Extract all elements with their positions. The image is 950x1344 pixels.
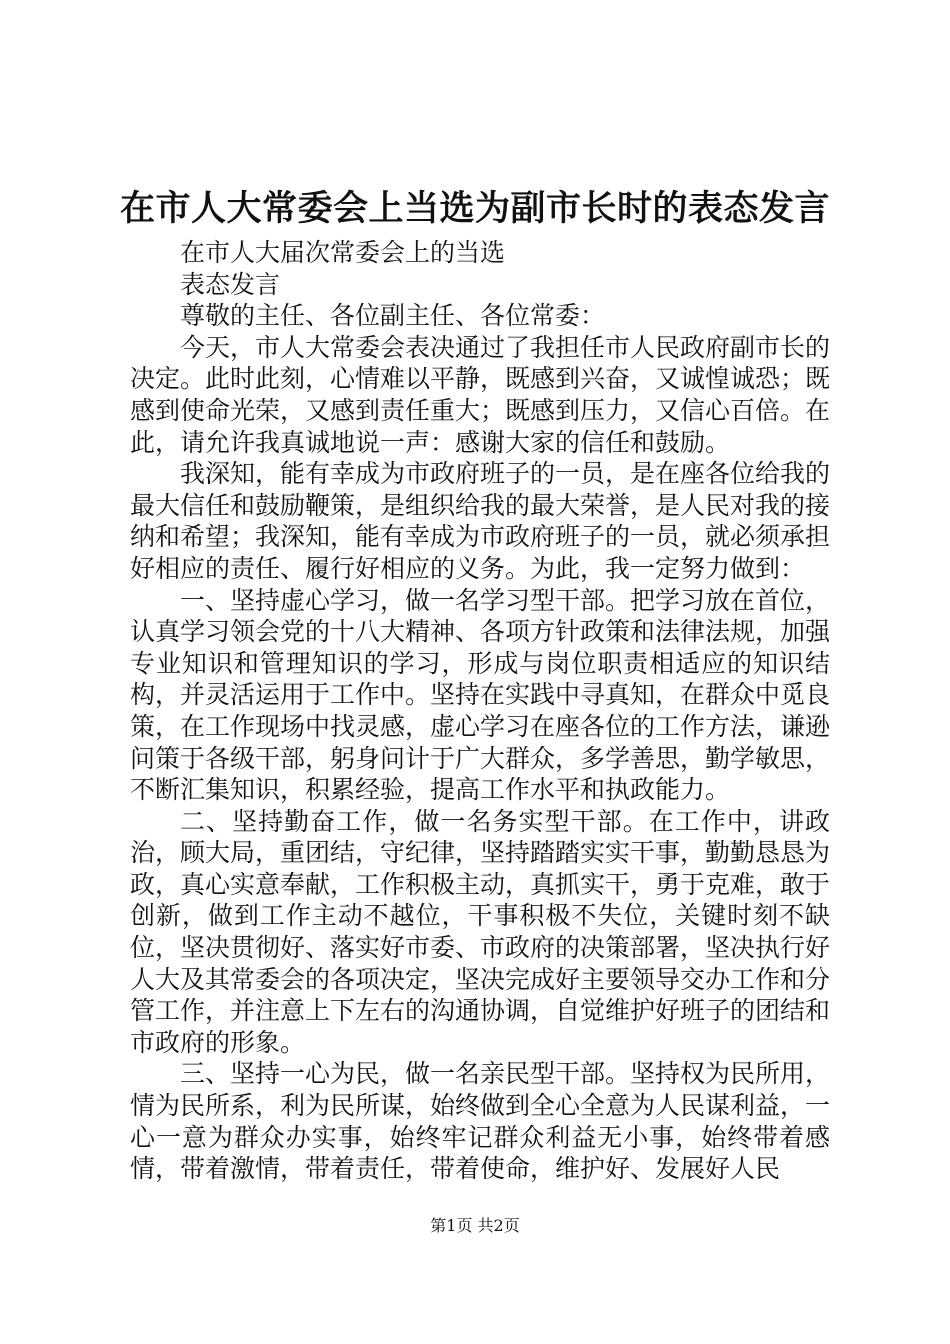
paragraph-commitment-intro: 我深知，能有幸成为市政府班子的一员，是在座各位给我的最大信任和鼓励鞭策，是组织给我的最大荣誉，是人民对我的接纳和希望；我深知，能有幸成为市政府班子的一员，就必须承担好相应的责任、履行好相应的义务。为此，我一定努力做到： [130,459,831,583]
document-body [130,237,830,1185]
paragraph-point-two: 二、坚持勤奋工作，做一名务实型干部。在工作中，讲政治，顾大局，重团结，守纪律，坚持踏踏实实干事，勤勤恳恳为政，真心实意奉献，工作积极主动，真抓实干，勇于克难，敢于创新，做到工作主动不越位，干事积极不失位，关键时刻不缺位，坚决贯彻好、落实好市委、市政府的决策部署，坚决执行好人大及其常委会的各项决定，坚决完成好主要领导交办工作和分管工作，并注意上下左右的沟通协调，自觉维护好班子的团结和市政府的形象。 [130,806,831,1057]
page-number-footer: 第1页 共2页 [430,1216,520,1235]
paragraph-salutation: 尊敬的主任、各位副主任、各位常委： [180,301,606,331]
paragraph-opening: 今天，市人大常委会表决通过了我担任市人民政府副市长的决定。此时此刻，心情难以平静，既感到兴奋，又诚惶诚恐；既感到使命光荣，又感到责任重大；既感到压力，又信心百倍。在此，请允许我真诚地说一声：感谢大家的信任和鼓励。 [130,332,831,457]
document-title: 在市人大常委会上当选为副市长时的表态发言 [119,188,830,229]
paragraph-subtitle-line-1: 在市人大届次常委会上的当选 [180,238,506,267]
paragraph-point-three: 三、坚持一心为民，做一名亲民型干部。坚持权为民所用，情为民所系，利为民所谋，始终做到全心全意为人民谋利益，一心一意为群众办实事，始终牢记群众利益无小事，始终带着感情，带着激情，带着责任，带着使命，维护好、发展好人民 [130,1059,831,1184]
paragraph-point-one: 一、坚持虚心学习，做一名学习型干部。把学习放在首位，认真学习领会党的十八大精神、各项方针政策和法律法规，加强专业知识和管理知识的学习，形成与岗位职责相适应的知识结构，并灵活运用于工作中。坚持在实践中寻真知，在群众中觅良策，在工作现场中找灵感，虚心学习在座各位的工作方法，谦逊问策于各级干部，躬身问计于广大群众，多学善思，勤学敏思，不断汇集知识，积累经验，提高工作水平和执政能力。 [130,585,831,805]
paragraph-subtitle-line-2: 表态发言 [180,269,281,299]
